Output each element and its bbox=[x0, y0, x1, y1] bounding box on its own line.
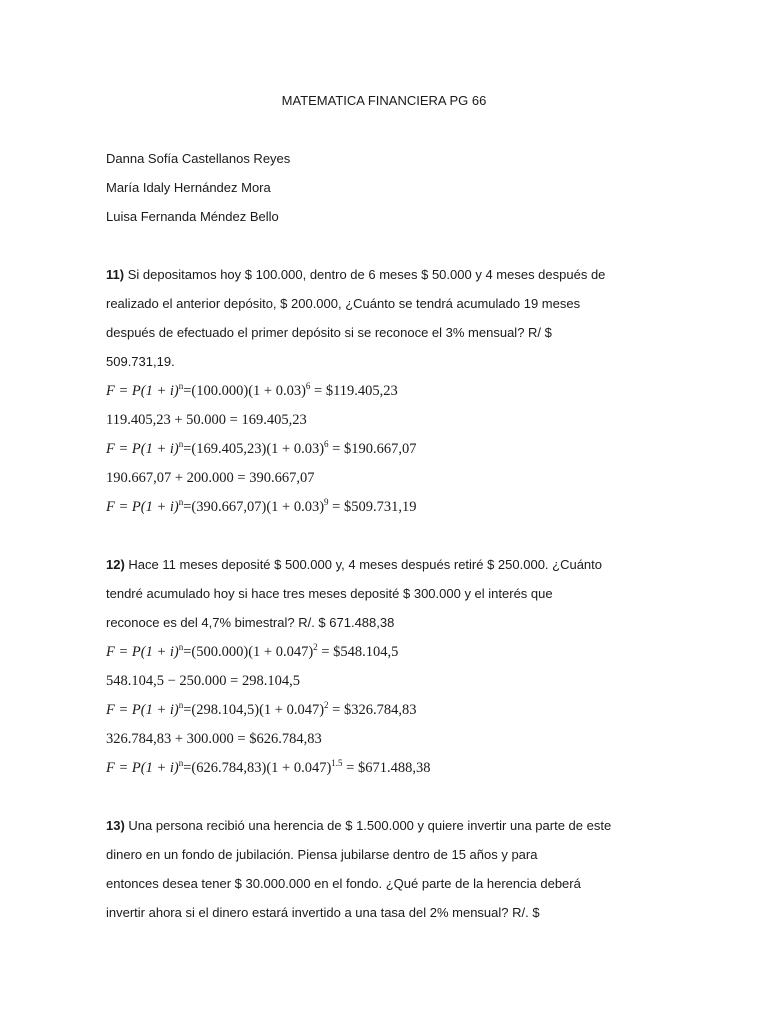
formula-lhs: F = P(1 + i) bbox=[106, 702, 179, 718]
formula-line bbox=[106, 759, 706, 788]
formula-line: 548.104,5 − 250.000 = 298.104,5 bbox=[106, 673, 300, 689]
formula-body: =(500.000)(1 + 0.047) bbox=[183, 644, 314, 660]
author-name: Danna Sofía Castellanos Reyes bbox=[106, 151, 291, 166]
formula-exponent: n bbox=[178, 642, 184, 652]
formula-result: = $326.784,83 bbox=[328, 702, 417, 718]
formula-exponent: 6 bbox=[324, 439, 329, 449]
formula-body: =(100.000)(1 + 0.03) bbox=[183, 383, 306, 399]
formula-exponent: 9 bbox=[324, 497, 329, 507]
formula-line bbox=[106, 382, 706, 411]
formula-result: = $509.731,19 bbox=[328, 499, 417, 515]
question-text-line: invertir ahora si el dinero estará invertido a una tasa del 2% mensual? R/. $ bbox=[106, 905, 540, 920]
question-12 bbox=[106, 556, 706, 788]
question-text-line bbox=[106, 817, 706, 846]
formula-exponent: 1.5 bbox=[331, 758, 343, 768]
question-text-line: entonces desea tener $ 30.000.000 en el fondo. ¿Qué parte de la herencia deberá bbox=[106, 876, 581, 891]
formula-exponent: n bbox=[178, 439, 184, 449]
formula-body: =(169.405,23)(1 + 0.03) bbox=[183, 441, 325, 457]
formula-exponent: n bbox=[178, 381, 184, 391]
formula-exponent: 2 bbox=[313, 642, 318, 652]
author-list bbox=[106, 150, 290, 237]
question-number: 13) bbox=[106, 818, 125, 833]
question-text-line bbox=[106, 556, 706, 585]
author-name: María Idaly Hernández Mora bbox=[106, 180, 271, 195]
formula-line: 326.784,83 + 300.000 = $626.784,83 bbox=[106, 731, 322, 747]
question-text-line: realizado el anterior depósito, $ 200.000, ¿Cuánto se tendrá acumulado 19 meses bbox=[106, 296, 581, 311]
question-text: Hace 11 meses deposité $ 500.000 y, 4 meses después retiré $ 250.000. ¿Cuánto bbox=[128, 557, 603, 572]
question-text-line: reconoce es del 4,7% bimestral? R/. $ 671.488,38 bbox=[106, 615, 395, 630]
formula-result: = $548.104,5 bbox=[317, 644, 399, 660]
formula-line bbox=[106, 498, 706, 527]
formula-lhs: F = P(1 + i) bbox=[106, 760, 179, 776]
question-text: Si depositamos hoy $ 100.000, dentro de 6 meses $ 50.000 y 4 meses después de bbox=[127, 267, 606, 282]
formula-lhs: F = P(1 + i) bbox=[106, 441, 179, 457]
formula-line: 119.405,23 + 50.000 = 169.405,23 bbox=[106, 412, 307, 428]
formula-line bbox=[106, 643, 706, 672]
formula-line bbox=[106, 701, 706, 730]
question-text-line bbox=[106, 266, 706, 295]
question-number: 11) bbox=[106, 267, 125, 282]
formula-body: =(626.784,83)(1 + 0.047) bbox=[183, 760, 332, 776]
question-text-line: dinero en un fondo de jubilación. Piensa jubilarse dentro de 15 años y para bbox=[106, 847, 538, 862]
formula-result: = $119.405,23 bbox=[310, 383, 398, 399]
formula-lhs: F = P(1 + i) bbox=[106, 644, 179, 660]
formula-lhs: F = P(1 + i) bbox=[106, 383, 179, 399]
question-text-line: 509.731,19. bbox=[106, 354, 175, 369]
formula-body: =(390.667,07)(1 + 0.03) bbox=[183, 499, 325, 515]
formula-exponent: 6 bbox=[305, 381, 311, 391]
formula-line bbox=[106, 440, 706, 469]
question-11 bbox=[106, 266, 706, 527]
page-title: MATEMATICA FINANCIERA PG 66 bbox=[281, 93, 487, 108]
author-name: Luisa Fernanda Méndez Bello bbox=[106, 209, 279, 224]
question-13 bbox=[106, 817, 706, 933]
question-text-line: tendré acumulado hoy si hace tres meses deposité $ 300.000 y el interés que bbox=[106, 586, 553, 601]
question-number: 12) bbox=[106, 557, 125, 572]
question-text-line: después de efectuado el primer depósito si se reconoce el 3% mensual? R/ $ bbox=[106, 325, 552, 340]
formula-lhs: F = P(1 + i) bbox=[106, 499, 179, 515]
question-text: Una persona recibió una herencia de $ 1.500.000 y quiere invertir una parte de este bbox=[128, 818, 612, 833]
formula-exponent: 2 bbox=[324, 700, 329, 710]
formula-result: = $190.667,07 bbox=[328, 441, 417, 457]
formula-line: 190.667,07 + 200.000 = 390.667,07 bbox=[106, 470, 315, 486]
formula-body: =(298.104,5)(1 + 0.047) bbox=[183, 702, 325, 718]
formula-exponent: n bbox=[178, 758, 184, 768]
formula-exponent: n bbox=[178, 497, 184, 507]
formula-result: = $671.488,38 bbox=[342, 760, 431, 776]
formula-exponent: n bbox=[178, 700, 184, 710]
